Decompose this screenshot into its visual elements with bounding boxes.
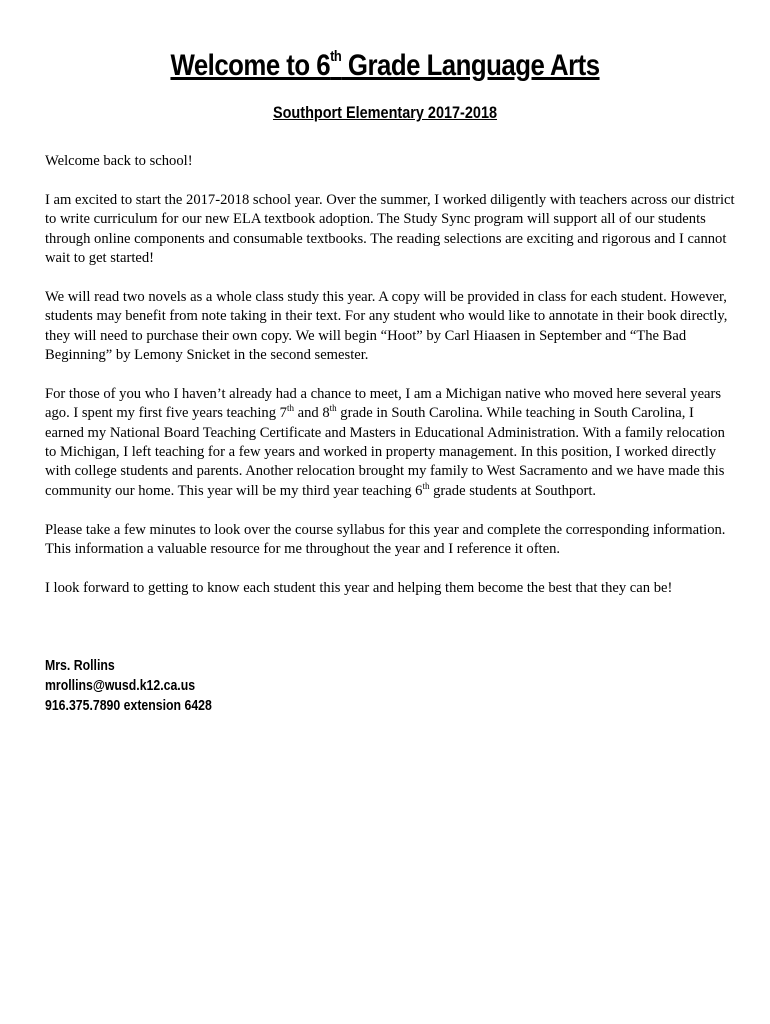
signature-block: [45, 656, 212, 716]
signature-email: mrollins@wusd.k12.ca.us: [45, 677, 196, 694]
intro-superscript-1: th: [286, 403, 294, 414]
intro-text-d: grade students at Southport.: [429, 482, 597, 499]
intro-text-a: For those of you who I haven’t already had a chance to meet, I am a Michigan native who moved here several years ago. I spent my first five years teaching 7: [45, 385, 722, 422]
letter-body: [45, 152, 735, 618]
page-title: [54, 46, 716, 86]
title-superscript: th: [330, 48, 342, 65]
paragraph-novels: We will read two novels as a whole class study this year. A copy will be provided in class for each student. However, students may benefit from note taking in their text. For any student who would like to annotate in their book directly, they will need to purchase their own copy. We will begin “Hoot” by Carl Hiaasen in September and “The Bad Beginning” by Lemony Snicket in the second semester.: [45, 288, 728, 364]
signature-name: Mrs. Rollins: [45, 657, 115, 674]
paragraph-closing: I look forward to getting to know each student this year and helping them become the best that they can be!: [45, 579, 673, 596]
title-suffix: Grade Language Arts: [341, 49, 600, 82]
greeting-paragraph: Welcome back to school!: [45, 153, 193, 169]
intro-superscript-2: th: [329, 403, 337, 414]
intro-superscript-3: th: [422, 480, 430, 491]
paragraph-syllabus: Please take a few minutes to look over the course syllabus for this year and complete the corresponding information. This information a valuable resource for me throughout the year and I reference it often.: [45, 521, 726, 558]
intro-text-c: grade in South Carolina. While teaching in South Carolina, I earned my National Board Teaching Certificate and Masters in Educational Administration. With a family relocation to Michigan, I left teaching for a few years and worked in property management. In this position, I worked directly with college students and parents. Another relocation brought my family to West Sacramento and we have made this community our home. This year will be my third year teaching 6: [45, 405, 725, 499]
page-subtitle: Southport Elementary 2017-2018: [272, 103, 498, 122]
paragraph-introduction: [45, 385, 735, 501]
title-prefix: Welcome to 6: [170, 49, 331, 82]
intro-text-b: and 8: [293, 405, 330, 422]
paragraph-curriculum: I am excited to start the 2017-2018 school year. Over the summer, I worked diligently with teachers across our district to write curriculum for our new ELA textbook adoption. The Study Sync program will support all of our students through online components and consumable textbooks. The reading selections are exciting and rigorous and I cannot wait to get started!: [45, 191, 735, 267]
signature-phone: 916.375.7890 extension 6428: [45, 697, 212, 714]
